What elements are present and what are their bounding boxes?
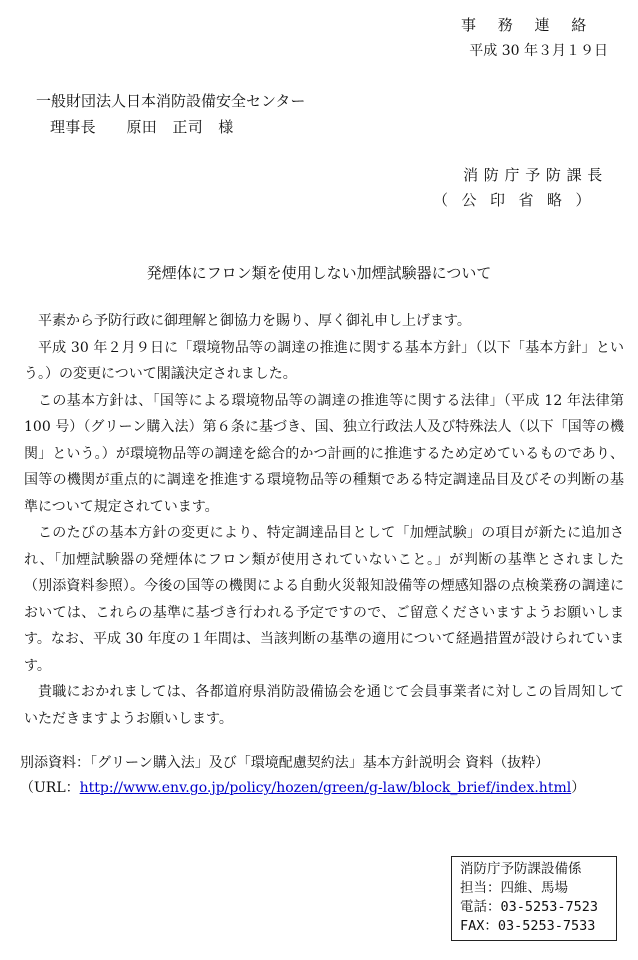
contact-box	[451, 856, 617, 941]
document-date: 平成 30 年３月１９日	[469, 43, 608, 59]
body-paragraph: 平成 30 年２月９日に「環境物品等の調達の推進に関する基本方針」（以下「基本方針」という。）の変更について閣議決定されました。	[24, 339, 624, 382]
body-paragraph: 平素から予防行政に御理解と御協力を賜り、厚く御礼申し上げます。	[38, 313, 471, 329]
url-prefix: （URL：	[20, 780, 80, 796]
document-type: 事務連絡	[460, 16, 608, 34]
contact-person: 担当：四維、馬場	[460, 880, 568, 896]
document-subject: 発煙体にフロン類を使用しない加煙試験器について	[146, 264, 492, 282]
attachment-url-link[interactable]: http://www.env.go.jp/policy/hozen/green/g-law/block_brief/index.html	[79, 780, 572, 796]
contact-phone: 電話：03-5253-7523	[460, 899, 599, 915]
addressee-person: 理事長 原田 正司 様	[50, 118, 234, 136]
addressee-organization: 一般財団法人日本消防設備安全センター	[36, 92, 306, 110]
body-paragraph: このたびの基本方針の変更により、特定調達品目として「加煙試験」の項目が新たに追加され、「加煙試験器の発煙体にフロン類が使用されていないこと。」が判断の基準とされました（別添資料参照）。今後の国等の機関による自動火災報知設備等の煙感知器の点検業務の調達においては、これらの基準に基づき行われる予定ですので、ご留意くださいますようお願いします。なお、平成 30 年度の１年間は、当該判断の基準の適用について経過措置が設けられています。	[24, 525, 624, 674]
body-paragraph: 貴職におかれましては、各都道府県消防設備協会を通じて会員事業者に対しこの旨周知していただきますようお願いします。	[24, 684, 624, 727]
attachment-url-line	[20, 777, 585, 797]
contact-fax: FAX：03-5253-7533	[460, 918, 596, 934]
document-body	[24, 308, 624, 732]
seal-omitted-note: （公印省略）	[432, 191, 604, 209]
url-suffix: ）	[571, 780, 586, 796]
contact-section: 消防庁予防課設備係	[460, 861, 582, 877]
body-paragraph: この基本方針は、「国等による環境物品等の調達の推進等に関する法律」（平成 12 年法律第 100 号）（グリーン購入法）第６条に基づき、国、独立行政法人及び特殊法人（以下「国等の機関」という。）が環境物品等の調達を総合的かつ計画的に推進するため定めているものであり、国等の機関が重点的に調達を推進する環境物品等の種類である特定調達品目及びその判断の基準について規定されています。	[24, 392, 624, 515]
attachment-line: 別添資料：「グリーン購入法」及び「環境配慮契約法」基本方針説明会 資料（抜粋）	[20, 755, 550, 771]
sender-title: 消防庁予防課長	[463, 166, 608, 184]
